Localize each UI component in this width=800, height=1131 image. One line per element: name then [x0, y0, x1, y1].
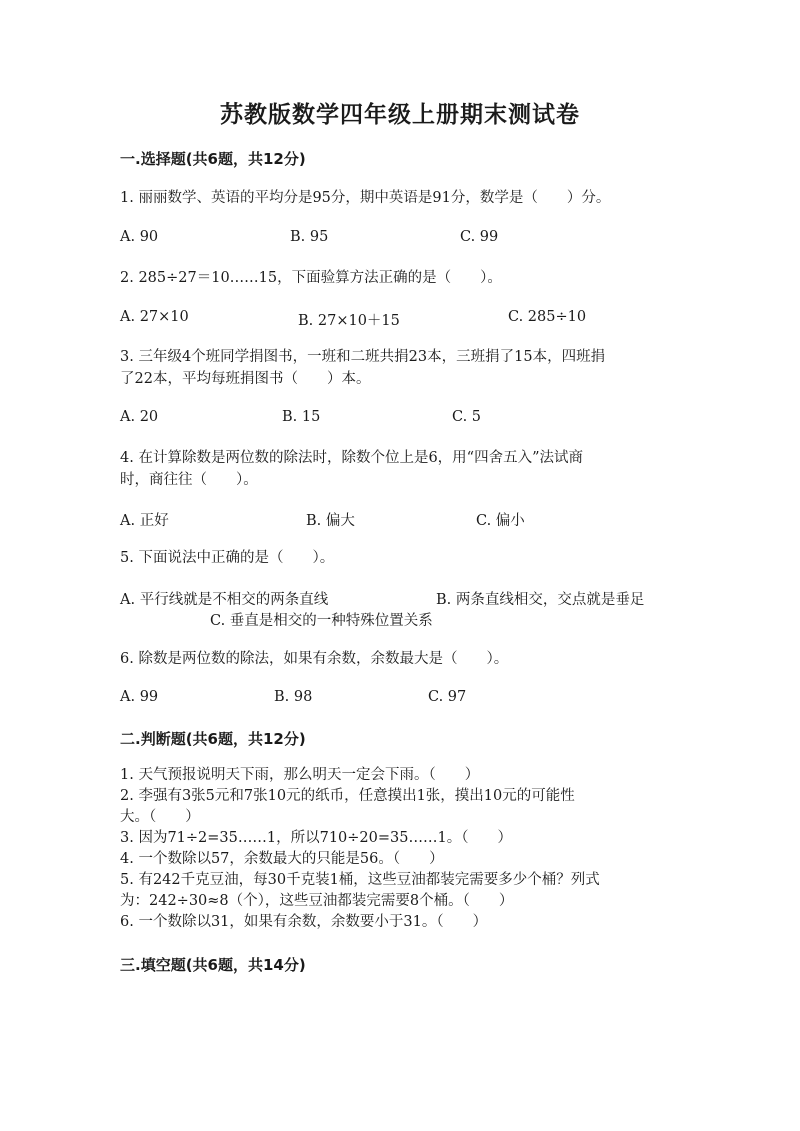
option-c: C. 97: [428, 689, 467, 705]
option-a: A. 27×10: [120, 309, 189, 325]
option-a: A. 20: [120, 409, 159, 425]
judge-line: 6. 一个数除以31，如果有余数，余数要小于31。（ ）: [120, 914, 488, 930]
option-b: B. 27×10＋15: [298, 313, 400, 329]
section-heading-choice: 一.选择题(共6题，共12分): [120, 150, 306, 168]
option-c: C. 99: [460, 229, 499, 245]
question-text: 6. 除数是两位数的除法，如果有余数，余数最大是（ ）。: [120, 651, 509, 667]
judge-question-list: [120, 765, 600, 933]
section-heading-judge: 二.判断题(共6题，共12分): [120, 730, 306, 748]
question-text: 1. 丽丽数学、英语的平均分是95分，期中英语是91分，数学是（ ）分。: [120, 190, 611, 206]
question-text-line-2: 时，商往往（ ）。: [120, 472, 258, 488]
option-a: A. 正好: [120, 513, 169, 529]
section-heading-fill: 三.填空题(共6题，共14分): [120, 956, 306, 974]
judge-line: 1. 天气预报说明天下雨，那么明天一定会下雨。（ ）: [120, 767, 480, 783]
question-5: [120, 547, 690, 569]
option-c: C. 5: [452, 409, 482, 425]
judge-line: 3. 因为71÷2=35……1，所以710÷20=35……1。（ ）: [120, 830, 512, 846]
option-b: B. 偏大: [306, 513, 355, 529]
option-b: B. 98: [274, 689, 313, 705]
option-a: A. 平行线就是不相交的两条直线: [120, 592, 329, 608]
question-text: 5. 下面说法中正确的是（ ）。: [120, 550, 335, 566]
question-text-line-1: 4. 在计算除数是两位数的除法时，除数个位上是6，用“四舍五入”法试商: [120, 450, 583, 466]
option-b: B. 15: [282, 409, 321, 425]
option-c: C. 285÷10: [508, 309, 587, 325]
judge-line: 5. 有242千克豆油，每30千克装1桶，这些豆油都装完需要多少个桶？列式: [120, 872, 600, 888]
page-title: 苏教版数学四年级上册期末测试卷: [220, 102, 580, 128]
option-a: A. 90: [120, 229, 159, 245]
judge-line: 4. 一个数除以57，余数最大的只能是56。（ ）: [120, 851, 444, 867]
judge-line: 大。（ ）: [120, 809, 200, 825]
option-a: A. 99: [120, 689, 159, 705]
judge-line: 为：242÷30≈8（个），这些豆油都装完需要8个桶。（ ）: [120, 893, 514, 909]
option-b: B. 两条直线相交，交点就是垂足: [436, 592, 645, 608]
question-1: [120, 187, 690, 209]
option-c: C. 偏小: [476, 513, 525, 529]
question-2: [120, 267, 690, 289]
question-text-line-1: 3. 三年级4个班同学捐图书，一班和二班共捐23本，三班捐了15本，四班捐: [120, 349, 606, 365]
option-b: B. 95: [290, 229, 329, 245]
question-text: 2. 285÷27＝10……15，下面验算方法正确的是（ ）。: [120, 270, 502, 286]
option-c: C. 垂直是相交的一种特殊位置关系: [210, 613, 433, 629]
judge-line: 2. 李强有3张5元和7张10元的纸币，任意摸出1张，摸出10元的可能性: [120, 788, 575, 804]
question-3: [120, 346, 690, 390]
question-text-line-2: 了22本，平均每班捐图书（ ）本。: [120, 371, 371, 387]
question-4: [120, 447, 690, 491]
question-6: [120, 648, 690, 670]
